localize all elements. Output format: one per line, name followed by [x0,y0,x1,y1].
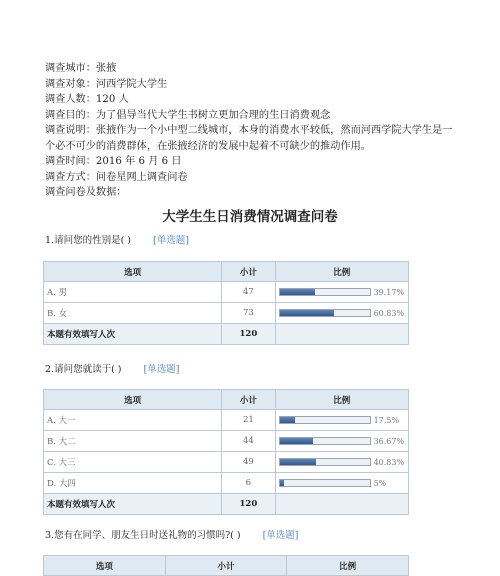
intro-date: 调查时间：2016 年 6 月 6 日 [45,156,182,167]
ratio-bar [279,437,371,445]
option-label: B. 女 [44,303,222,324]
option-count: 73 [222,303,275,324]
total-row [44,324,409,345]
option-label: A. 大一 [44,410,222,431]
option-ratio [275,410,408,431]
header-count: 小计 [222,262,275,282]
option-ratio [275,452,408,473]
intro-method: 调查方式：问卷星网上调查问卷 [45,171,188,183]
total-row [44,494,409,515]
question-2-text: 2.请问您就读于( ) [45,364,122,375]
option-ratio [275,431,408,452]
total-label: 本题有效填写人次 [44,324,222,345]
option-ratio [275,303,408,324]
total-label: 本题有效填写人次 [44,494,222,515]
header-option: 选项 [44,262,222,282]
question-2 [45,361,179,375]
intro-city: 调查城市：张掖 [45,63,117,74]
ratio-percent: 40.83% [373,457,405,467]
intro-purpose: 调查目的：为了倡导当代大学生书树立更加合理的生日消费观念 [45,109,331,121]
total-count: 120 [222,324,275,345]
question-1-table [43,261,409,345]
table-row [44,303,409,324]
table-row [44,473,409,494]
header-ratio: 比例 [275,390,408,410]
question-3-text: 3.您有在同学、朋友生日时送礼物的习惯吗?( ) [45,530,241,541]
ratio-bar [279,309,371,317]
option-label: C. 大三 [44,452,222,473]
ratio-percent: 36.67% [373,436,405,446]
option-label: B. 大二 [44,431,222,452]
intro-count: 调查人数：120 人 [45,94,129,105]
option-ratio [275,473,408,494]
survey-title: 大学生生日消费情况调查问卷 [162,209,338,225]
table-row [44,452,409,473]
option-count: 44 [222,431,275,452]
option-ratio [275,282,408,303]
header-option: 选项 [44,556,166,576]
intro-target: 调查对象：河西学院大学生 [45,78,168,90]
table-row [44,431,409,452]
option-label: A. 男 [44,282,222,303]
ratio-percent: 39.17% [373,287,405,297]
ratio-percent: 5% [373,478,387,488]
table-row [44,282,409,303]
question-3-type[interactable]: [单选题] [262,530,299,541]
option-count: 21 [222,410,275,431]
question-1 [45,232,189,246]
question-3 [45,527,299,541]
intro-description: 调查说明：张掖作为一个小中型二线城市，本身的消费水平较低，然而河西学院大学生是一个必不可少的消费群体，在张掖经济的发展中起着不可缺少的推动作用。 [45,125,453,152]
header-ratio: 比例 [275,262,408,282]
question-2-table [43,389,409,515]
option-count: 49 [222,452,275,473]
header-option: 选项 [44,390,222,410]
ratio-bar [279,416,371,424]
header-count: 小计 [222,390,275,410]
table-row [44,410,409,431]
survey-intro [45,61,460,201]
option-count: 6 [222,473,275,494]
intro-data-heading: 调查问卷及数据： [45,187,127,198]
header-count: 小计 [165,556,287,576]
question-1-text: 1.请问您的性别是( ) [45,235,131,246]
ratio-bar [279,479,371,487]
option-label: D. 大四 [44,473,222,494]
ratio-bar [279,288,371,296]
header-ratio: 比例 [287,556,409,576]
question-1-type[interactable]: [单选题] [153,235,189,246]
ratio-percent: 60.83% [373,308,405,318]
question-2-type[interactable]: [单选题] [143,364,180,375]
ratio-bar [279,458,371,466]
option-count: 47 [222,282,275,303]
total-count: 120 [222,494,275,515]
ratio-percent: 17.5% [373,415,399,425]
